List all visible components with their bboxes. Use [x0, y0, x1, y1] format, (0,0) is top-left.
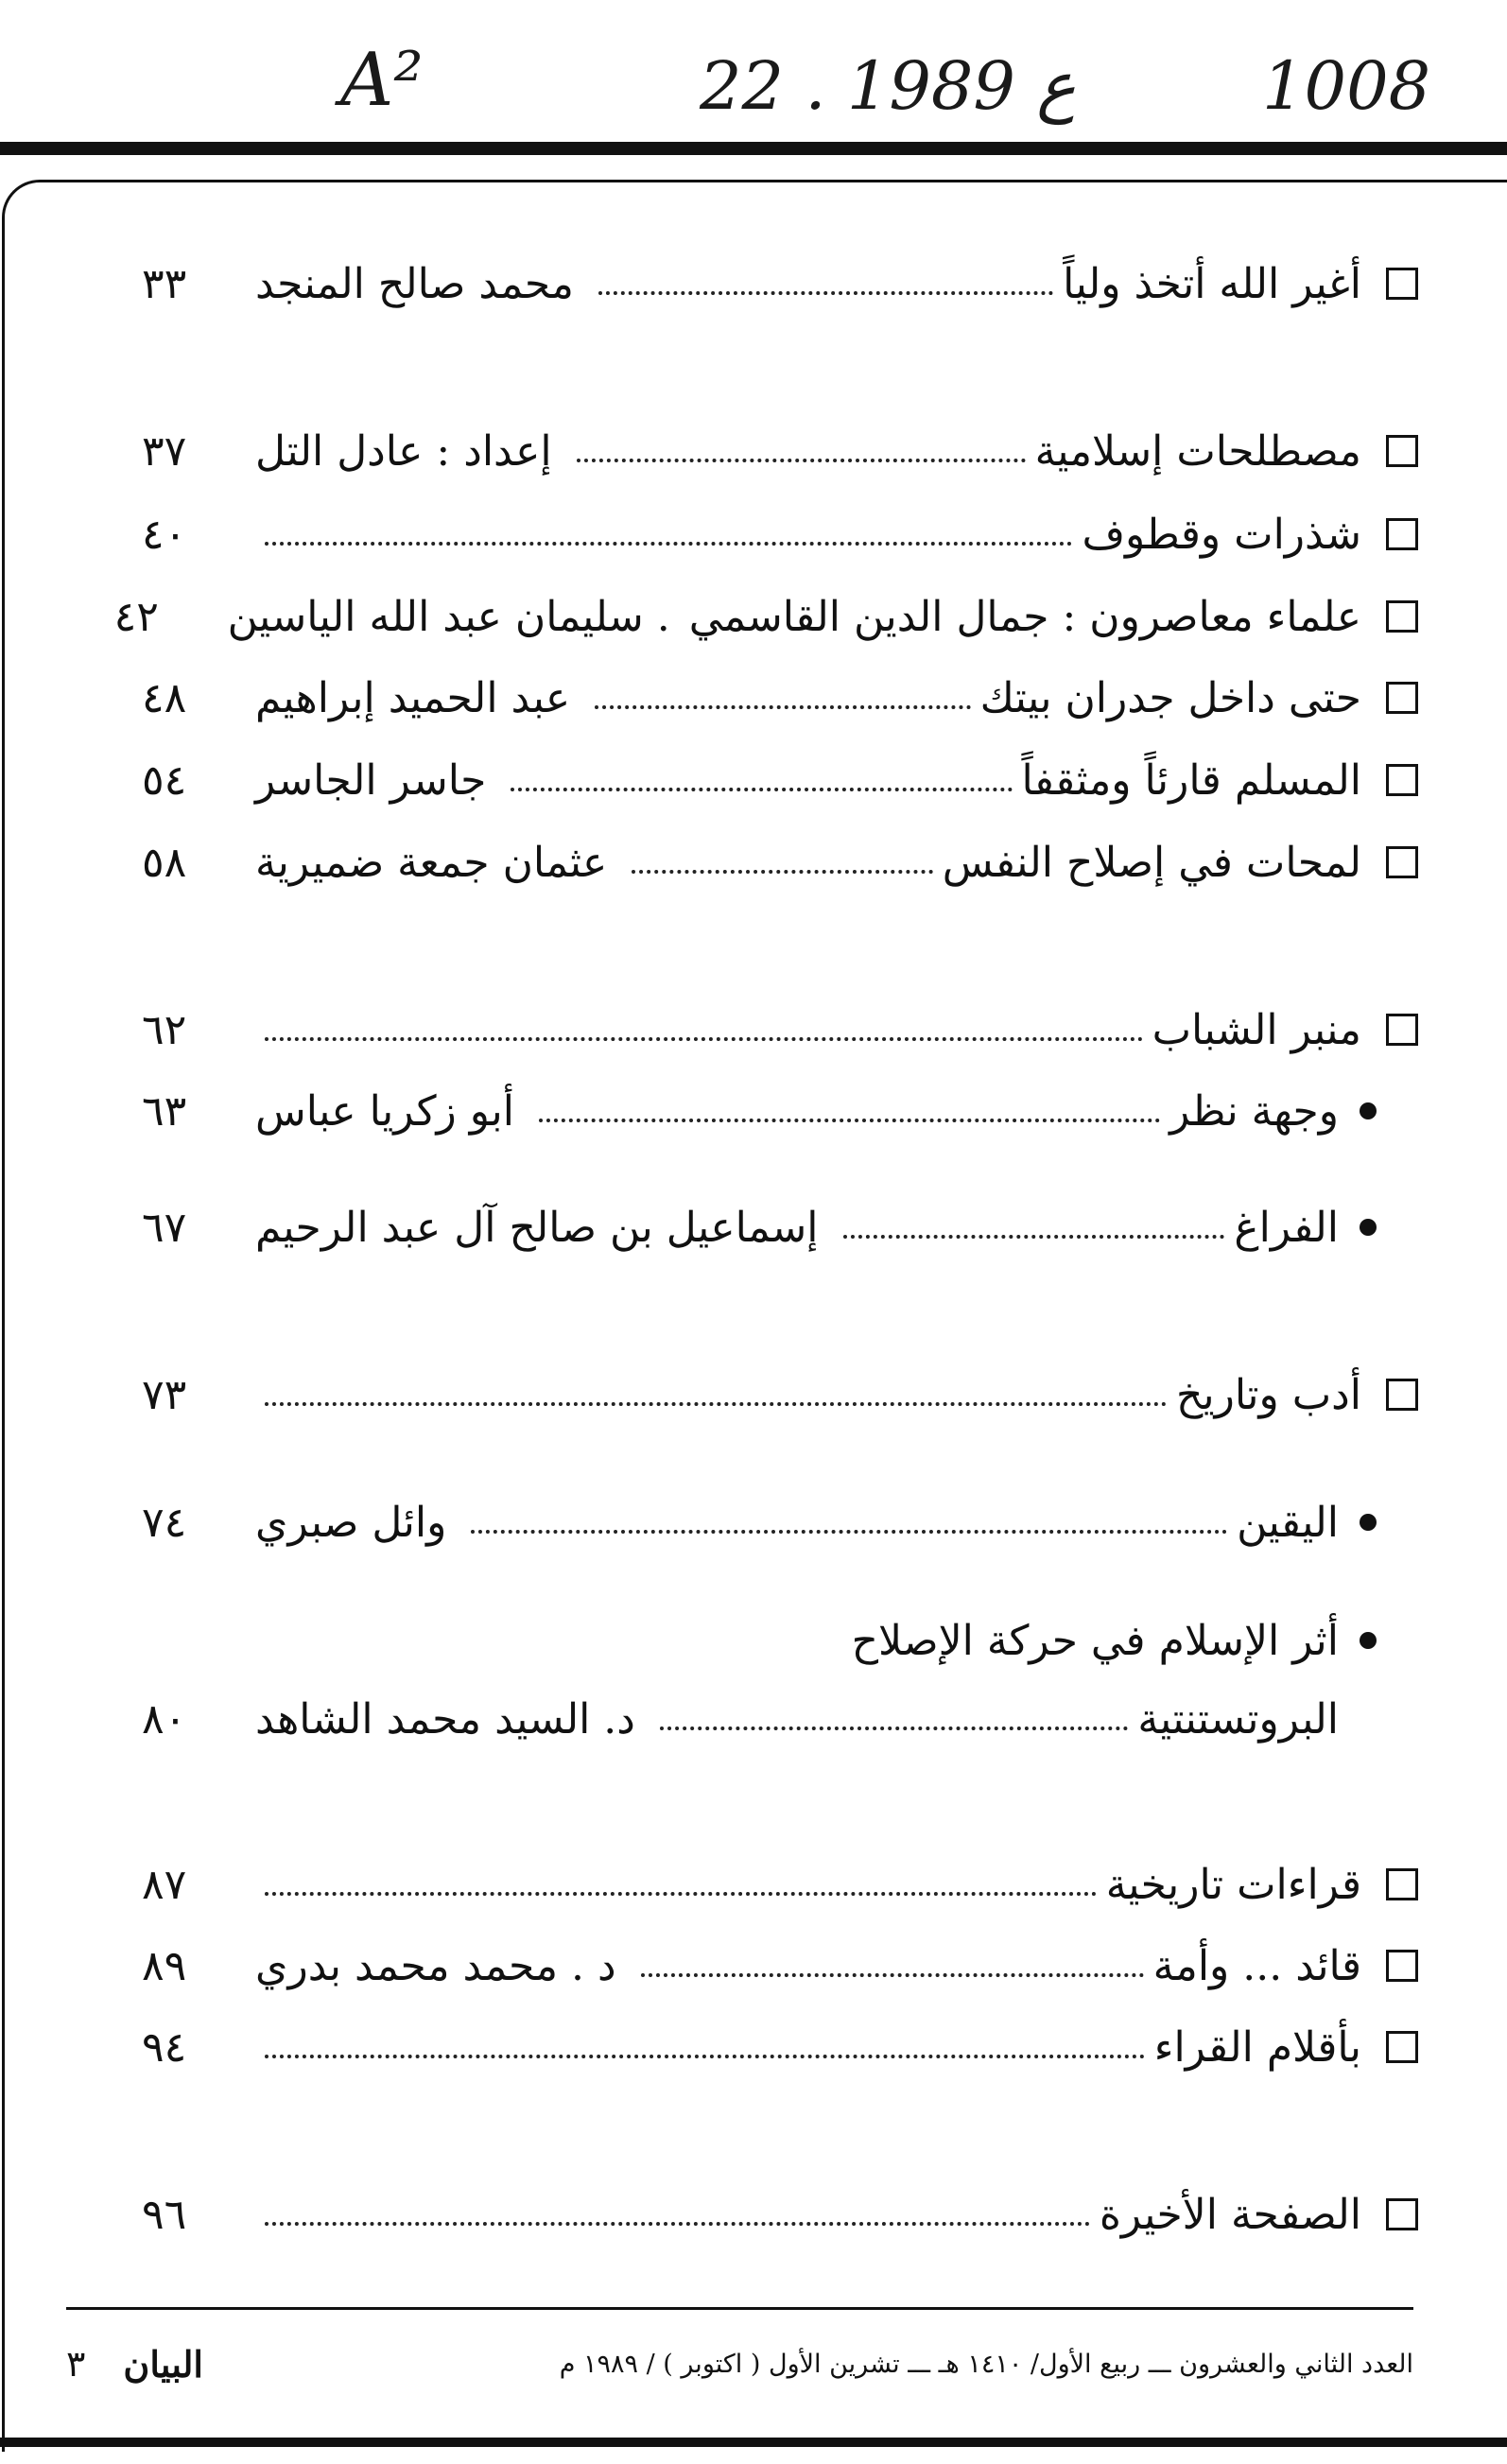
toc-author: وائل صبري — [255, 1498, 447, 1547]
checkbox-icon — [1386, 1379, 1418, 1411]
toc-author: جاسر الجاسر — [255, 755, 487, 805]
toc-title: قائد ... وأمة — [1152, 1941, 1361, 1990]
toc-author: عثمان جمعة ضميرية — [255, 838, 608, 887]
leader-dots — [265, 2055, 1145, 2058]
toc-title: مصطلحات إسلامية — [1034, 426, 1361, 476]
checkbox-icon — [1386, 268, 1418, 300]
toc-title: أثر الإسلام في حركة الإصلاح — [851, 1616, 1339, 1665]
checkbox-icon — [1386, 518, 1418, 550]
checkbox-icon — [1386, 600, 1418, 633]
toc-row[interactable] — [142, 251, 1418, 317]
toc-page-number: ٤٨ — [142, 673, 187, 722]
toc-title: علماء معاصرون : جمال الدين القاسمي — [688, 592, 1361, 641]
toc-subitem-row[interactable] — [142, 1078, 1418, 1144]
toc-row[interactable] — [142, 418, 1418, 484]
leader-dots — [843, 1235, 1225, 1239]
leader-dots — [632, 870, 932, 874]
toc-title: لمحات في إصلاح النفس — [942, 838, 1361, 887]
toc-section-row[interactable] — [142, 1362, 1418, 1428]
leader-dots — [641, 1973, 1144, 1977]
checkbox-icon — [1386, 2031, 1418, 2063]
toc-page-number: ٤٠ — [142, 510, 187, 559]
bullet-icon — [1360, 1102, 1377, 1119]
leader-dots — [265, 1402, 1167, 1406]
toc-title: المسلم قارئاً ومثقفاً — [1021, 755, 1361, 805]
toc-author: محمد صالح المنجد — [255, 259, 574, 308]
toc-row[interactable] — [142, 501, 1418, 567]
toc-page-number: ٤٢ — [113, 592, 159, 641]
toc-author: . سليمان عبد الله الياسين — [227, 592, 670, 641]
toc-title: قراءات تاريخية — [1105, 1860, 1361, 1909]
leader-dots — [539, 1119, 1160, 1122]
footer-rule — [66, 2307, 1413, 2310]
toc-row[interactable] — [142, 1851, 1418, 1917]
leader-dots — [660, 1727, 1128, 1730]
toc-page-number: ٧٤ — [142, 1498, 187, 1547]
handwritten-code: A² — [340, 38, 424, 123]
toc-page-number: ٣٧ — [142, 426, 187, 476]
toc-title: بأقلام القراء — [1153, 2022, 1361, 2072]
page-number: ٣ — [66, 2343, 86, 2385]
checkbox-icon — [1386, 1950, 1418, 1982]
checkbox-icon — [1386, 682, 1418, 714]
leader-dots — [595, 705, 970, 709]
toc-row[interactable] — [142, 2014, 1418, 2080]
toc-row[interactable] — [113, 583, 1418, 650]
leader-dots — [265, 1037, 1143, 1041]
checkbox-icon — [1386, 1868, 1418, 1900]
toc-page-number: ٧٣ — [142, 1370, 187, 1419]
checkbox-icon — [1386, 1014, 1418, 1046]
bullet-icon — [1360, 1219, 1377, 1236]
bullet-icon — [1360, 1632, 1377, 1649]
toc-page-number: ٦٢ — [142, 1005, 187, 1054]
toc-page-number: ٥٤ — [142, 755, 187, 805]
toc-subitem-row[interactable] — [142, 1489, 1418, 1555]
toc-author: أبو زكريا عباس — [255, 1086, 514, 1136]
toc-row[interactable] — [142, 1933, 1418, 1999]
toc-page-number: ٦٧ — [142, 1203, 187, 1252]
toc-author: د . محمد محمد بدري — [255, 1941, 616, 1990]
toc-title: أدب وتاريخ — [1175, 1370, 1361, 1419]
toc-row[interactable] — [142, 747, 1418, 813]
toc-title: حتى داخل جدران بيتك — [979, 673, 1361, 722]
toc-author: إعداد : عادل التل — [255, 426, 552, 476]
toc-title: شذرات وقطوف — [1082, 510, 1361, 559]
toc-title: أغير الله أتخذ ولياً — [1063, 259, 1361, 308]
magazine-name: البيان — [123, 2342, 203, 2386]
leader-dots — [471, 1530, 1227, 1534]
checkbox-icon — [1386, 846, 1418, 878]
toc-page-number: ٨٧ — [142, 1860, 187, 1909]
handwritten-number: 1008 — [1262, 47, 1431, 125]
checkbox-icon — [1386, 435, 1418, 467]
footer — [66, 2335, 1413, 2392]
toc-page-number: ٦٣ — [142, 1086, 187, 1136]
toc-page-number: ٨٩ — [142, 1941, 187, 1990]
toc-author: إسماعيل بن صالح آل عبد الرحيم — [255, 1203, 819, 1252]
toc-page-number: ٩٤ — [142, 2022, 187, 2072]
toc-author: عبد الحميد إبراهيم — [255, 673, 571, 722]
toc-row[interactable] — [142, 665, 1418, 731]
toc-title: وجهة نظر — [1169, 1086, 1339, 1136]
toc-section-row[interactable] — [142, 997, 1418, 1063]
toc-title-continuation: البروتستنتية — [1137, 1694, 1339, 1744]
handwritten-date: 22 . ع 1989 — [700, 47, 1077, 125]
leader-dots — [511, 788, 1012, 791]
leader-dots — [598, 291, 1053, 295]
toc-row[interactable] — [142, 829, 1418, 895]
leader-dots — [265, 1892, 1097, 1896]
issue-line: العدد الثاني والعشرون ـــ ربيع الأول/ ١٤١٠ هـ ـــ تشرين الأول ( اكتوبر ) / ١٩٨٩ م — [559, 2349, 1413, 2379]
toc-page-number: ٩٦ — [142, 2190, 187, 2239]
toc-title: اليقين — [1237, 1498, 1339, 1547]
toc-subitem-continuation[interactable] — [142, 1686, 1418, 1752]
leader-dots — [577, 459, 1026, 462]
checkbox-icon — [1386, 2198, 1418, 2230]
toc-subitem-row[interactable] — [142, 1607, 1418, 1674]
bottom-rule — [0, 2438, 1507, 2447]
leader-dots — [265, 2222, 1090, 2226]
toc-author: د. السيد محمد الشاهد — [255, 1694, 635, 1744]
toc-page-number: ٣٣ — [142, 259, 187, 308]
toc-row[interactable] — [142, 2181, 1418, 2247]
toc-title: الفراغ — [1234, 1203, 1339, 1252]
toc-page-number: ٥٨ — [142, 838, 187, 887]
toc-title: الصفحة الأخيرة — [1099, 2190, 1361, 2239]
leader-dots — [265, 542, 1072, 546]
toc-title: منبر الشباب — [1152, 1005, 1361, 1054]
bullet-icon — [1360, 1514, 1377, 1531]
checkbox-icon — [1386, 764, 1418, 796]
toc-subitem-row[interactable] — [142, 1194, 1418, 1260]
toc-page-number: ٨٠ — [142, 1694, 187, 1744]
